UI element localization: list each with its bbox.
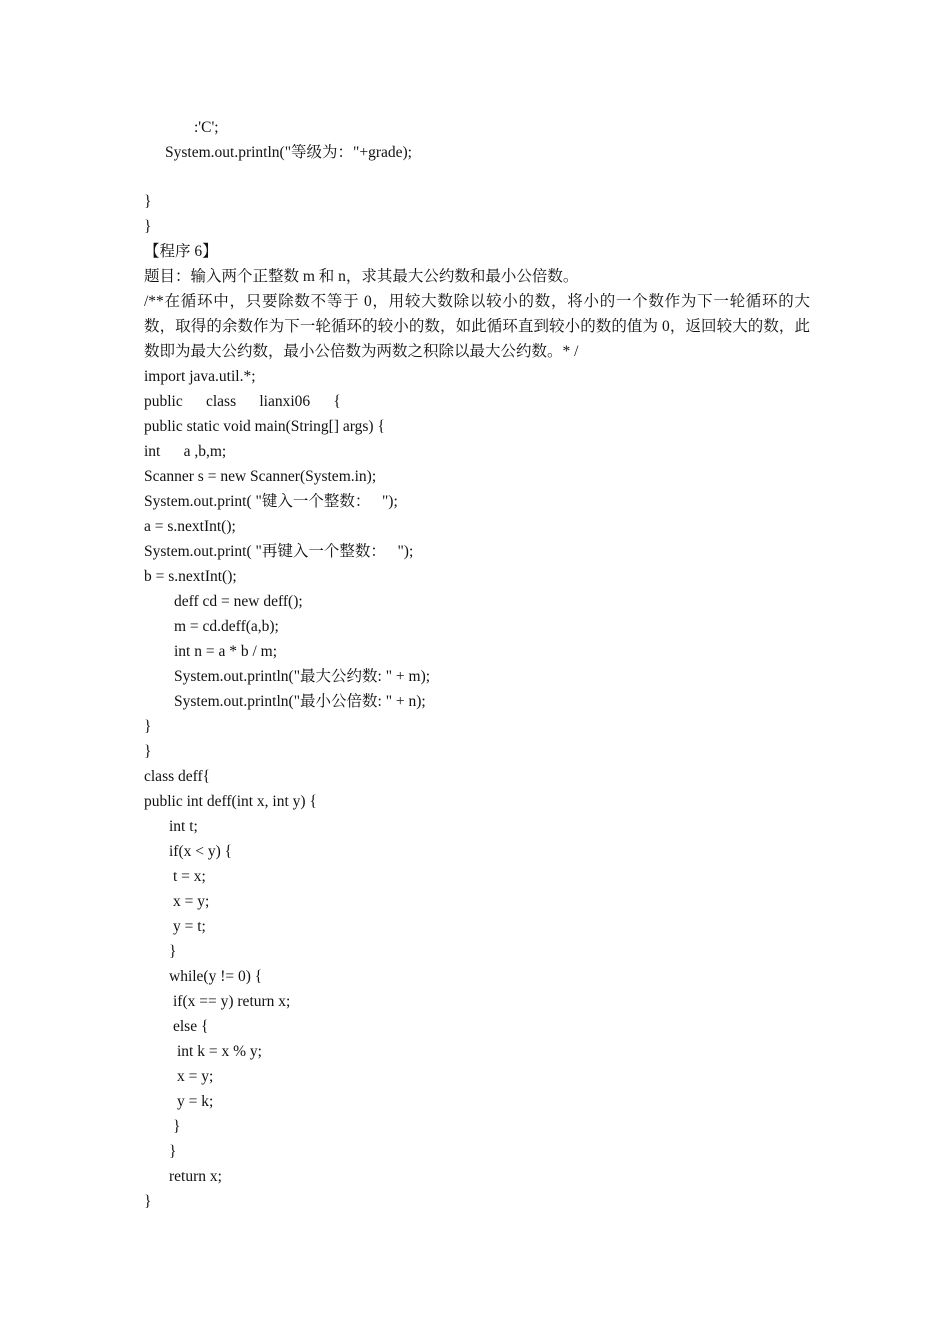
code-line: import java.util.*; (144, 368, 256, 385)
code-line: int n = a * b / m; (174, 643, 278, 660)
code-line: int t; (169, 818, 198, 835)
code-line: } (173, 1118, 181, 1135)
code-line: } (144, 193, 152, 210)
code-line: t = x; (173, 868, 206, 885)
code-line: public static void main(String[] args) { (144, 418, 385, 435)
problem-statement: 题目：输入两个正整数 m 和 n，求其最大公约数和最小公倍数。 (144, 268, 579, 285)
section-heading: 【程序 6】 (144, 243, 218, 260)
code-line: } (144, 718, 152, 735)
code-line: if(x == y) return x; (173, 993, 291, 1010)
code-line: m = cd.deff(a,b); (174, 618, 279, 635)
code-line: public class lianxi06 { (144, 393, 341, 410)
code-line: Scanner s = new Scanner(System.in); (144, 468, 377, 485)
code-line: public int deff(int x, int y) { (144, 793, 317, 810)
code-line: x = y; (177, 1068, 214, 1085)
code-line: int a ,b,m; (144, 443, 227, 460)
code-line: System.out.println("等级为："+grade); (165, 144, 412, 161)
code-line: System.out.println("最小公倍数: " + n); (174, 693, 426, 710)
code-line: y = t; (173, 918, 206, 935)
code-line: y = k; (177, 1093, 214, 1110)
code-line: b = s.nextInt(); (144, 568, 237, 585)
code-line: int k = x % y; (177, 1043, 262, 1060)
code-line: deff cd = new deff(); (174, 593, 303, 610)
algorithm-comment: /**在循环中，只要除数不等于 0，用较大数除以较小的数，将小的一个数作为下一轮循环的大数，取得的余数作为下一轮循环的较小的数，如此循环直到较小的数的值为 0，返回较大的数，此数即为最大公约数，最小公倍数为两数之积除以最大公约数。* / (144, 293, 810, 360)
code-line: System.out.print( "再键入一个整数： "); (144, 543, 414, 560)
code-line: } (169, 943, 177, 960)
code-line: } (169, 1143, 177, 1160)
code-line: class deff{ (144, 768, 211, 785)
code-line: System.out.println("最大公约数: " + m); (174, 668, 431, 685)
code-line: } (144, 743, 152, 760)
code-line: if(x < y) { (169, 843, 233, 860)
code-line: while(y != 0) { (169, 968, 263, 985)
code-line: System.out.print( "键入一个整数： "); (144, 493, 398, 510)
code-line: } (144, 1193, 152, 1210)
code-line: else { (173, 1018, 209, 1035)
code-line: a = s.nextInt(); (144, 518, 236, 535)
code-line: :'C'; (194, 119, 219, 136)
code-line: return x; (169, 1168, 222, 1185)
code-line: x = y; (173, 893, 210, 910)
code-line: } (144, 218, 152, 235)
